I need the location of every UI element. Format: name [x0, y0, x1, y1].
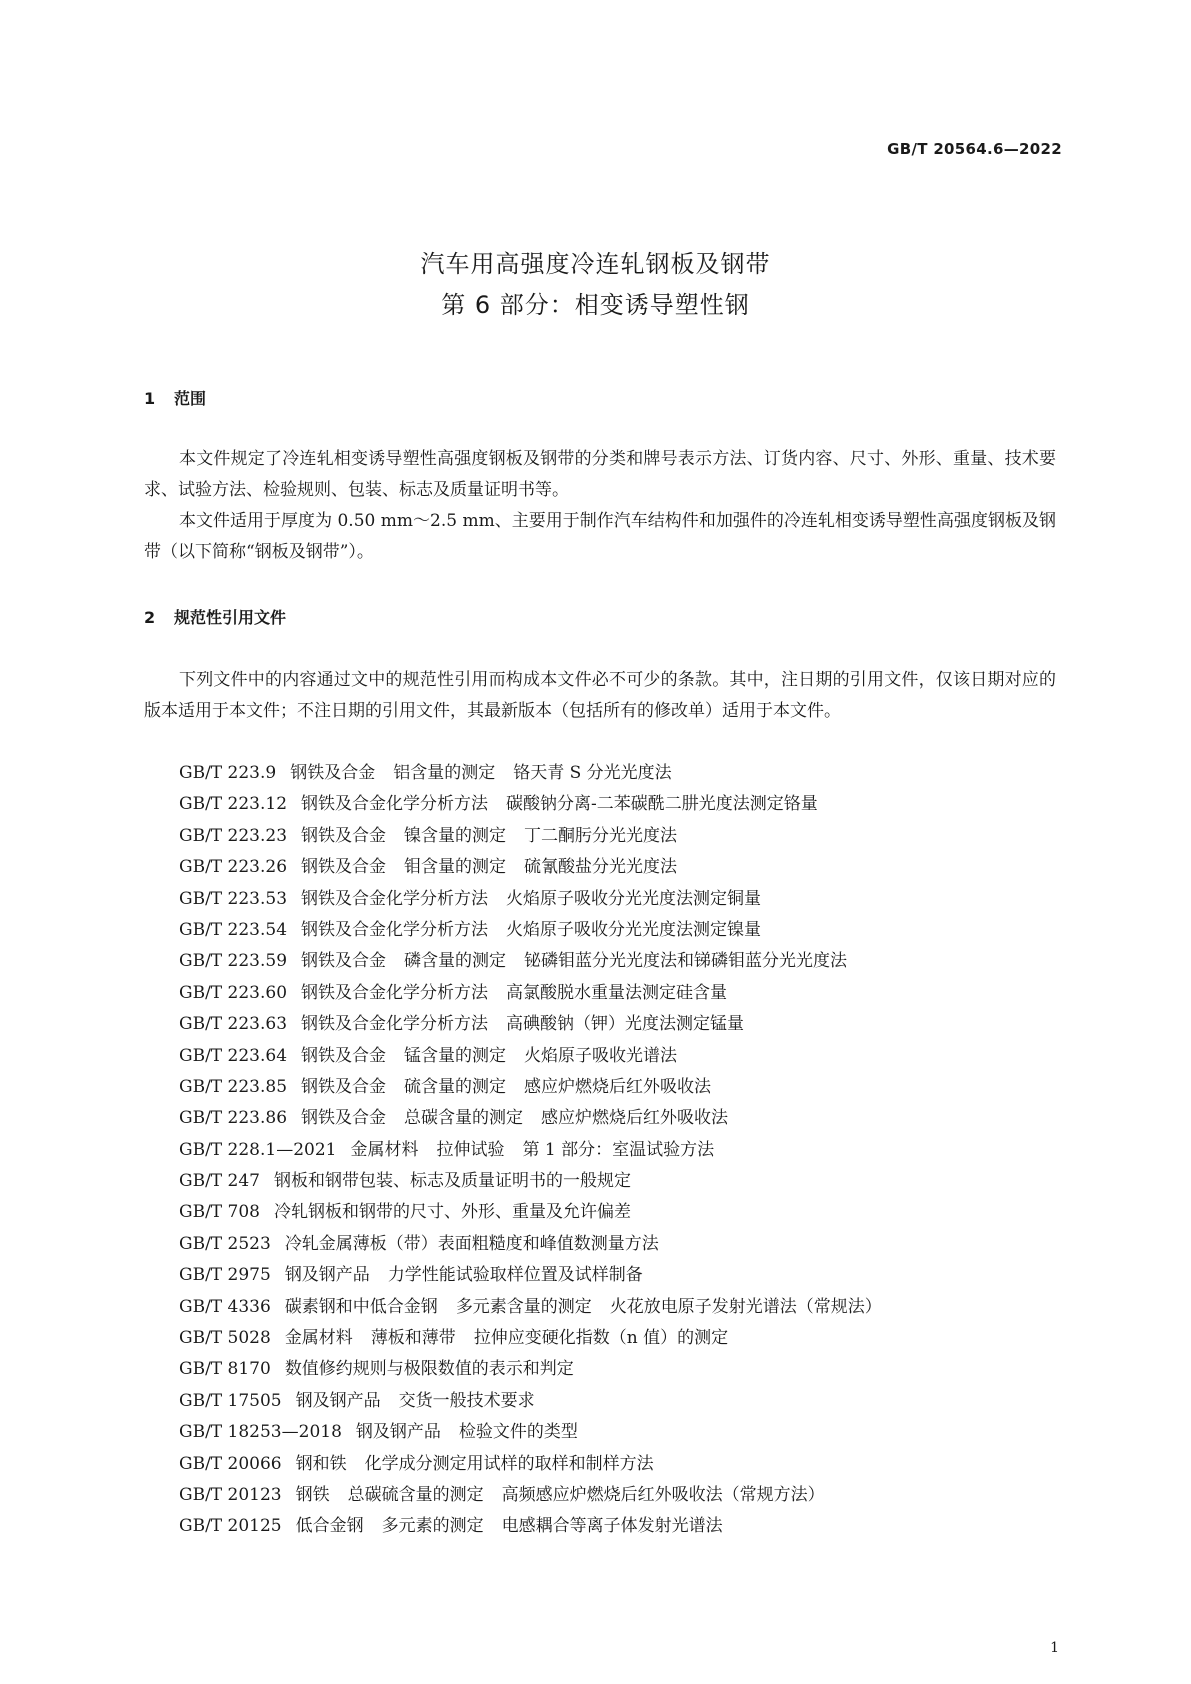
reference-title-part: 铬天青 S 分光光度法: [513, 763, 672, 783]
reference-title-part: 钢铁及合金化学分析方法: [301, 919, 489, 940]
reference-code: GB/T 223.54: [179, 919, 288, 940]
reference-title-part: 钢铁及合金: [301, 825, 387, 846]
reference-title-part: 感应炉燃烧后红外吸收法: [541, 1108, 729, 1129]
reference-title-part: 多元素的测定: [381, 1516, 484, 1537]
reference-item: [179, 758, 882, 789]
reference-title-part: 碳素钢和中低合金钢: [284, 1296, 438, 1317]
reference-code: GB/T 5028: [179, 1328, 271, 1349]
reference-item: [179, 1009, 882, 1040]
reference-item: [179, 1166, 882, 1197]
reference-item: [179, 1417, 882, 1448]
reference-title-part: 力学性能试验取样位置及试样制备: [387, 1265, 643, 1286]
reference-title-part: 金属材料: [284, 1328, 353, 1349]
reference-title-part: 薄板和薄带: [370, 1328, 456, 1349]
reference-title-part: 铝含量的测定: [393, 763, 496, 783]
reference-code: GB/T 223.60: [179, 982, 288, 1003]
reference-title-part: 钢铁及合金: [301, 1076, 387, 1097]
reference-item: [179, 821, 882, 852]
reference-title-part: 硫氰酸盐分光光度法: [524, 857, 678, 878]
reference-item: [179, 1386, 882, 1417]
reference-title-part: 钢及钢产品: [355, 1422, 441, 1443]
reference-code: GB/T 223.12: [179, 794, 288, 815]
section-2-heading: [144, 605, 286, 628]
reference-title-part: 低合金钢: [295, 1516, 364, 1537]
reference-item: [179, 1511, 882, 1542]
reference-title-part: 钢铁: [295, 1484, 330, 1505]
reference-code: GB/T 223.85: [179, 1076, 288, 1097]
reference-title-part: 钢铁及合金化学分析方法: [301, 1014, 489, 1035]
reference-title-part: 钢及钢产品: [284, 1265, 370, 1286]
reference-code: GB/T 20125: [179, 1516, 282, 1537]
reference-title-part: 钢铁及合金: [301, 1108, 387, 1129]
reference-item: [179, 915, 882, 946]
reference-code: GB/T 228.1—2021: [179, 1139, 337, 1160]
reference-title-part: 钢及钢产品: [295, 1390, 381, 1411]
reference-item: [179, 1480, 882, 1511]
reference-title-part: 钼含量的测定: [404, 857, 507, 878]
reference-title-part: 高频感应炉燃烧后红外吸收法（常规方法）: [501, 1484, 825, 1505]
reference-item: [179, 1323, 882, 1354]
section-1-title: 范围: [174, 389, 207, 408]
reference-title-part: 多元素含量的测定: [455, 1296, 592, 1317]
reference-title-part: 镍含量的测定: [404, 825, 507, 846]
reference-code: GB/T 223.86: [179, 1108, 288, 1129]
reference-title-part: 拉伸应变硬化指数（n 值）的测定: [473, 1328, 729, 1349]
reference-item: [179, 1449, 882, 1480]
reference-title-part: 冷轧金属薄板（带）表面粗糙度和峰值数测量方法: [284, 1233, 659, 1254]
reference-list: [179, 758, 882, 1543]
reference-code: GB/T 2975: [179, 1265, 271, 1286]
reference-code: GB/T 223.9: [179, 763, 277, 783]
reference-item: [179, 1072, 882, 1103]
reference-title-part: 钢铁及合金: [301, 857, 387, 878]
reference-item: [179, 1354, 882, 1385]
reference-title-part: 钢铁及合金化学分析方法: [301, 794, 489, 815]
scope-paragraph-1: 本文件规定了冷连轧相变诱导塑性高强度钢板及钢带的分类和牌号表示方法、订货内容、尺寸、外形、重量、技术要求、试验方法、检验规则、包装、标志及质量证明书等。: [144, 449, 1056, 500]
reference-item: [179, 884, 882, 915]
reference-title-part: 拉伸试验: [436, 1139, 505, 1160]
reference-item: [179, 1292, 882, 1323]
document-title-line-1: 汽车用高强度冷连轧钢板及钢带: [420, 250, 771, 278]
reference-title-part: 第 1 部分：室温试验方法: [522, 1139, 715, 1160]
reference-title-part: 电感耦合等离子体发射光谱法: [501, 1516, 723, 1537]
reference-code: GB/T 18253—2018: [179, 1422, 342, 1443]
reference-title-part: 冷轧钢板和钢带的尺寸、外形、重量及允许偏差: [274, 1202, 631, 1223]
reference-title-part: 锰含量的测定: [404, 1045, 507, 1066]
reference-title-part: 磷含量的测定: [404, 951, 507, 972]
reference-title-part: 钢铁及合金: [290, 763, 376, 783]
reference-title-part: 高氯酸脱水重量法测定硅含量: [506, 982, 728, 1003]
reference-title-part: 检验文件的类型: [458, 1422, 578, 1443]
reference-code: GB/T 247: [179, 1171, 260, 1192]
reference-title-part: 钢铁及合金化学分析方法: [301, 982, 489, 1003]
reference-title-part: 总碳含量的测定: [404, 1108, 524, 1129]
reference-title-part: 丁二酮肟分光光度法: [524, 825, 678, 846]
reference-title-part: 碳酸钠分离-二苯碳酰二肼光度法测定铬量: [506, 794, 818, 815]
reference-item: [179, 1229, 882, 1260]
references-intro: 下列文件中的内容通过文中的规范性引用而构成本文件必不可少的条款。其中，注日期的引用文件，仅该日期对应的版本适用于本文件；不注日期的引用文件，其最新版本（包括所有的修改单）适用于本文件。: [144, 670, 1056, 721]
reference-title-part: 交货一般技术要求: [398, 1390, 535, 1411]
section-1-number: 1: [144, 389, 156, 408]
reference-item: [179, 852, 882, 883]
reference-title-part: 感应炉燃烧后红外吸收法: [524, 1076, 712, 1097]
reference-code: GB/T 17505: [179, 1390, 282, 1411]
reference-title-part: 硫含量的测定: [404, 1076, 507, 1097]
section-2-title: 规范性引用文件: [174, 608, 287, 627]
reference-code: GB/T 20123: [179, 1484, 282, 1505]
reference-code: GB/T 223.63: [179, 1014, 288, 1035]
reference-code: GB/T 223.26: [179, 857, 288, 878]
reference-title-part: 金属材料: [350, 1139, 419, 1160]
reference-code: GB/T 2523: [179, 1233, 271, 1254]
reference-title-part: 火花放电原子发射光谱法（常规法）: [609, 1296, 882, 1317]
reference-item: [179, 1260, 882, 1291]
scope-paragraph-2: 本文件适用于厚度为 0.50 mm～2.5 mm、主要用于制作汽车结构件和加强件的冷连轧相变诱导塑性高强度钢板及钢带（以下简称“钢板及钢带”）。: [144, 511, 1056, 562]
reference-title-part: 总碳硫含量的测定: [347, 1484, 484, 1505]
reference-code: GB/T 223.64: [179, 1045, 288, 1066]
reference-title-part: 火焰原子吸收分光光度法测定铜量: [506, 888, 762, 909]
reference-title-part: 钢铁及合金化学分析方法: [301, 888, 489, 909]
reference-item: [179, 1135, 882, 1166]
section-2-number: 2: [144, 608, 156, 627]
reference-code: GB/T 20066: [179, 1453, 282, 1474]
reference-title-part: 火焰原子吸收分光光度法测定镍量: [506, 919, 762, 940]
document-title-line-2: 第 6 部分：相变诱导塑性钢: [441, 291, 750, 319]
reference-title-part: 铋磷钼蓝分光光度法和锑磷钼蓝分光光度法: [524, 951, 848, 972]
reference-code: GB/T 8170: [179, 1359, 271, 1380]
reference-title-part: 钢和铁: [295, 1453, 347, 1474]
reference-title-part: 火焰原子吸收光谱法: [524, 1045, 678, 1066]
reference-code: GB/T 4336: [179, 1296, 271, 1317]
reference-title-part: 钢铁及合金: [301, 951, 387, 972]
reference-title-part: 化学成分测定用试样的取样和制样方法: [364, 1453, 654, 1474]
standard-number: GB/T 20564.6—2022: [887, 140, 1062, 158]
reference-code: GB/T 708: [179, 1202, 260, 1223]
reference-code: GB/T 223.23: [179, 825, 288, 846]
reference-title-part: 高碘酸钠（钾）光度法测定锰量: [506, 1014, 745, 1035]
reference-title-part: 钢铁及合金: [301, 1045, 387, 1066]
page-number: 1: [1050, 1640, 1059, 1656]
reference-item: [179, 1103, 882, 1134]
reference-code: GB/T 223.59: [179, 951, 288, 972]
reference-item: [179, 978, 882, 1009]
reference-item: [179, 1197, 882, 1228]
reference-item: [179, 946, 882, 977]
reference-title-part: 数值修约规则与极限数值的表示和判定: [284, 1359, 574, 1380]
reference-title-part: 钢板和钢带包装、标志及质量证明书的一般规定: [274, 1171, 631, 1192]
reference-item: [179, 1041, 882, 1072]
reference-item: [179, 789, 882, 820]
reference-code: GB/T 223.53: [179, 888, 288, 909]
section-1-heading: [144, 386, 206, 409]
